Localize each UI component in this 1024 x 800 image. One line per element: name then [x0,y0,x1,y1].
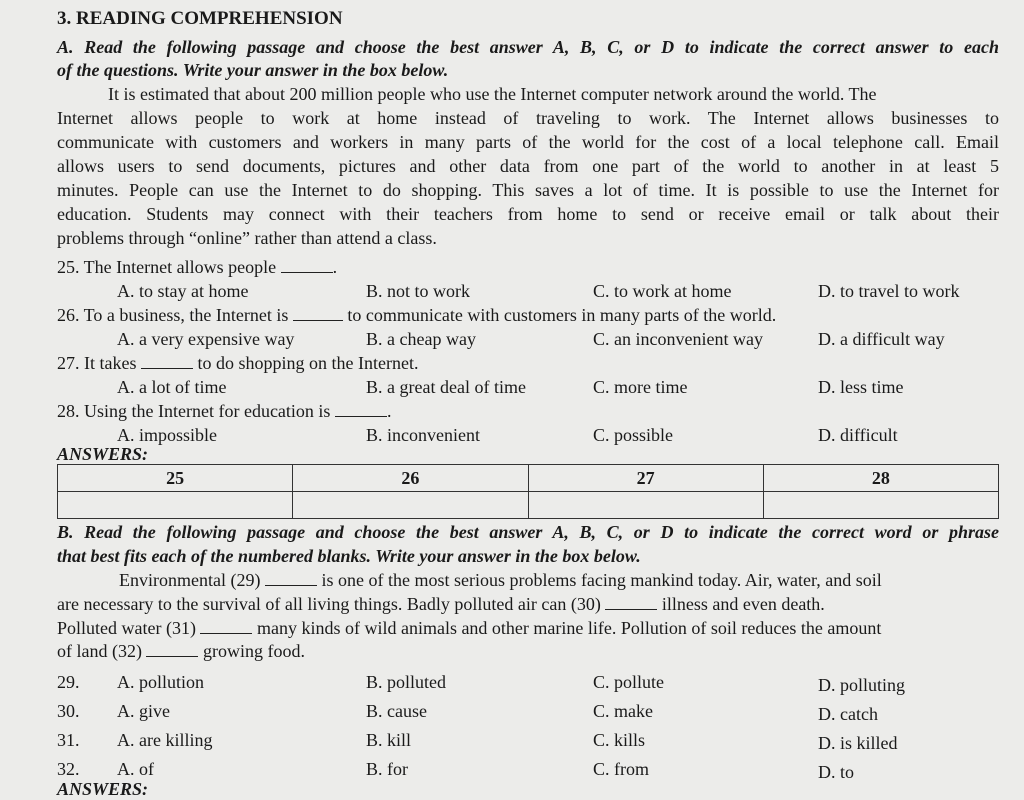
blank-30[interactable] [605,595,657,610]
answer-cell-27[interactable] [528,492,763,519]
q32-option-b[interactable]: B. for [366,759,408,779]
question-25: 25. The Internet allows people . [57,257,338,277]
blank-29[interactable] [265,571,317,586]
part-b-instruction-line-1: B. Read the following passage and choose the best answer A, B, C, or D to indicate the correct word or phrase [57,522,999,542]
q32-option-a[interactable]: A. of [117,759,154,779]
q28-option-d[interactable]: D. difficult [818,425,898,445]
passage-a-line-4: allows users to send documents, pictures and other data from one part of the world to another in at least 5 [57,156,999,176]
q31-option-a[interactable]: A. are killing [117,730,213,750]
answer-cell-26[interactable] [293,492,528,519]
q32-option-d[interactable]: D. to [818,762,854,782]
question-27: 27. It takes to do shopping on the Internet. [57,353,419,373]
answer-header-26: 26 [293,465,528,492]
passage-b-line-3: Polluted water (31) many kinds of wild animals and other marine life. Pollution of soil reduces the amount [57,618,882,638]
q31-option-b[interactable]: B. kill [366,730,412,750]
passage-a-line-2: Internet allows people to work at home instead of traveling to work. The Internet allows businesses to [57,108,999,128]
q32-option-c[interactable]: C. from [593,759,649,779]
answer-table-a [57,464,999,519]
answer-blank[interactable] [293,306,343,321]
q30-option-c[interactable]: C. make [593,701,653,721]
q26-option-b[interactable]: B. a cheap way [366,329,476,349]
answer-header-28: 28 [763,465,998,492]
answers-label-b: ANSWERS: [57,779,149,799]
q28-option-c[interactable]: C. possible [593,425,674,445]
question-26: 26. To a business, the Internet is to communicate with customers in many parts of the world. [57,305,777,325]
part-a-instruction-line-2: of the questions. Write your answer in the box below. [57,60,449,80]
answer-header-25: 25 [58,465,293,492]
blank-31[interactable] [200,619,252,634]
section-title: 3. READING COMPREHENSION [57,8,343,29]
q27-option-b[interactable]: B. a great deal of time [366,377,526,397]
passage-a-line-7: problems through “online” rather than attend a class. [57,228,437,248]
part-a-instruction-line-1: A. Read the following passage and choose the best answer A, B, C, or D to indicate the correct answer to each [57,37,999,57]
q29-option-c[interactable]: C. pollute [593,672,664,692]
q31-option-d[interactable]: D. is killed [818,733,898,753]
q32-number: 32. [57,759,80,779]
answer-blank[interactable] [141,354,193,369]
passage-b-line-4: of land (32) growing food. [57,641,305,661]
question-28: 28. Using the Internet for education is . [57,401,392,421]
q25-option-d[interactable]: D. to travel to work [818,281,960,301]
q30-option-d[interactable]: D. catch [818,704,878,724]
passage-a-line-6: education. Students may connect with their teachers from home to send or receive email or talk about their [57,204,999,224]
q29-option-d[interactable]: D. polluting [818,675,906,695]
answer-blank[interactable] [281,258,333,273]
q28-option-b[interactable]: B. inconvenient [366,425,480,445]
q25-option-b[interactable]: B. not to work [366,281,471,301]
q26-option-c[interactable]: C. an inconvenient way [593,329,763,349]
passage-a-line-3: communicate with customers and workers in many parts of the world for the cost of a local telephone call. Email [57,132,999,152]
answer-header-27: 27 [528,465,763,492]
q30-option-a[interactable]: A. give [117,701,170,721]
q29-option-a[interactable]: A. pollution [117,672,205,692]
q29-option-b[interactable]: B. polluted [366,672,446,692]
q25-option-c[interactable]: C. to work at home [593,281,732,301]
blank-32[interactable] [146,642,198,657]
q25-option-a[interactable]: A. to stay at home [117,281,249,301]
passage-b-line-1: Environmental (29) is one of the most serious problems facing mankind today. Air, water, and soil [119,570,882,590]
answer-table-header-row [58,465,999,492]
q28-option-a[interactable]: A. impossible [117,425,218,445]
q30-number: 30. [57,701,80,721]
answer-cell-28[interactable] [763,492,998,519]
q27-option-c[interactable]: C. more time [593,377,688,397]
answer-cell-25[interactable] [58,492,293,519]
q31-number: 31. [57,730,80,750]
passage-a-line-5: minutes. People can use the Internet to do shopping. This saves a lot of time. It is possible to use the Internet for [57,180,999,200]
passage-a-line-1: It is estimated that about 200 million people who use the Internet computer network around the world. The [108,84,877,104]
q31-option-c[interactable]: C. kills [593,730,646,750]
part-b-instruction-line-2: that best fits each of the numbered blanks. Write your answer in the box below. [57,546,641,566]
answers-label-a: ANSWERS: [57,444,149,464]
q27-option-a[interactable]: A. a lot of time [117,377,227,397]
q26-option-d[interactable]: D. a difficult way [818,329,945,349]
q27-option-d[interactable]: D. less time [818,377,904,397]
passage-b-line-2: are necessary to the survival of all living things. Badly polluted air can (30) illness and even death. [57,594,825,614]
q30-option-b[interactable]: B. cause [366,701,427,721]
q29-number: 29. [57,672,80,692]
answer-table-input-row [58,492,999,519]
answer-blank[interactable] [335,402,387,417]
q26-option-a[interactable]: A. a very expensive way [117,329,295,349]
